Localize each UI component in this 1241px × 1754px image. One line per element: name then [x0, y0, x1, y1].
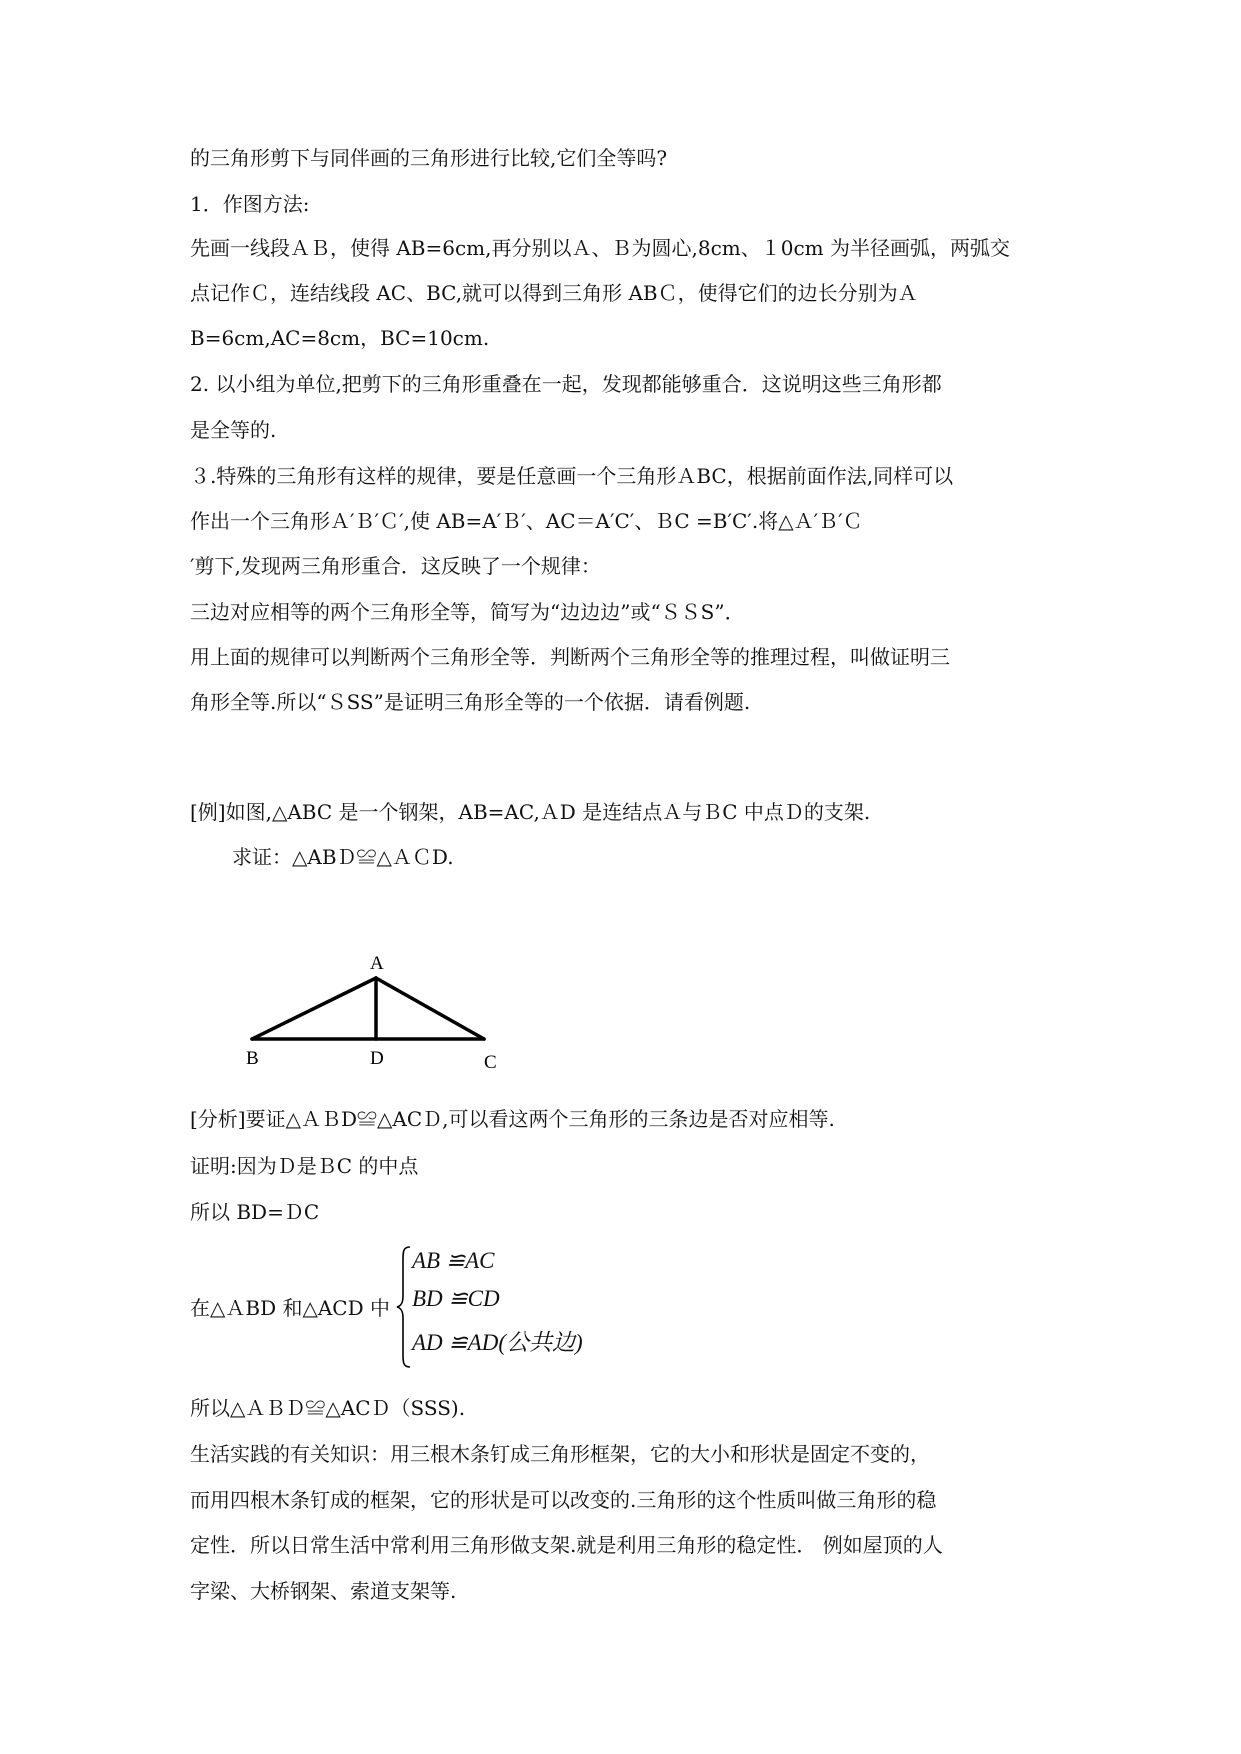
equation-ab-ac: AB ≌AC — [412, 1248, 495, 1273]
equation-bd-cd: BD ≌CD — [412, 1286, 500, 1311]
text-line: 生活实践的有关知识：用三根木条钉成三角形框架，它的大小和形状是固定不变的， — [190, 1442, 930, 1466]
segment-ab — [252, 978, 376, 1039]
text-line: 三边对应相等的两个三角形全等，简写为“边边边”或“ＳＳS”． — [190, 600, 745, 624]
proof-conclusion: 所以△ＡＢＤ≌△ACＤ（SSS). — [190, 1396, 466, 1420]
vertex-label-a: A — [370, 953, 384, 974]
proof-line: 所以 BD=ＤC — [190, 1200, 320, 1224]
analysis-line: [分析]要证△ＡＢD≌△ACＤ,可以看这两个三角形的三条边是否对应相等. — [190, 1107, 835, 1131]
text-line: ′剪下,发现两三角形重合．这反映了一个规律： — [190, 554, 601, 578]
text-line: B=6cm,AC=8cm，BC=10cm. — [190, 326, 490, 350]
text-line: 角形全等.所以“ＳSS”是证明三角形全等的一个依据．请看例题. — [190, 690, 751, 714]
text-line: 点记作Ｃ，连结线段 AC、BC,就可以得到三角形 ABＣ，使得它们的边长分别为Ａ — [190, 281, 918, 305]
text-line: 用上面的规律可以判断两个三角形全等．判断两个三角形全等的推理过程，叫做证明三 — [190, 645, 950, 669]
text-line: 的三角形剪下与同伴画的三角形进行比较,它们全等吗? — [190, 146, 668, 170]
text-line: 是全等的. — [190, 418, 277, 442]
proof-goal: 求证：△ABＤ≌△ＡＣD. — [232, 845, 454, 869]
triangle-figure — [230, 940, 520, 1070]
text-line: 先画一线段ＡＢ，使得 AB=6cm,再分别以Ａ、Ｂ为圆心,8cm、１0cm 为半径画弧，两弧交 — [190, 236, 1010, 260]
segment-ac — [376, 978, 484, 1039]
proof-line: 证明:因为Ｄ是ＢC 的中点 — [190, 1154, 419, 1178]
vertex-label-b: B — [246, 1048, 259, 1069]
text-line: ３.特殊的三角形有这样的规律，要是任意画一个三角形ＡBC，根据前面作法,同样可以 — [190, 464, 954, 488]
section-heading: 1．作图方法: — [190, 192, 310, 216]
example-statement: [例]如图,△ABC 是一个钢架，AB=AC,ＡD 是连结点Ａ与ＢC 中点Ｄ的支架. — [190, 800, 871, 824]
vertex-label-c: C — [484, 1052, 497, 1070]
text-line: 定性．所以日常生活中常利用三角形做支架.就是利用三角形的稳定性． 例如屋顶的人 — [190, 1533, 943, 1557]
text-line: 字梁、大桥钢架、索道支架等. — [190, 1579, 457, 1603]
text-line: 而用四根木条钉成的框架，它的形状是可以改变的.三角形的这个性质叫做三角形的稳 — [190, 1488, 937, 1512]
equation-system — [190, 1244, 890, 1384]
proof-line: 在△ＡBD 和△ACD 中 — [190, 1296, 390, 1320]
text-line: 作出一个三角形Ａ′Ｂ′Ｃ′,使 AB=A′Ｂ′、AC＝A′C′、ＢC =B′C′.将△Ａ′Ｂ′Ｃ — [190, 509, 863, 533]
equation-ad-ad: AD ≌AD(公共边) — [412, 1330, 583, 1355]
vertex-label-d: D — [370, 1048, 384, 1069]
left-brace-icon — [396, 1244, 412, 1370]
text-line: 2. 以小组为单位,把剪下的三角形重叠在一起，发现都能够重合．这说明这些三角形都 — [190, 372, 942, 396]
